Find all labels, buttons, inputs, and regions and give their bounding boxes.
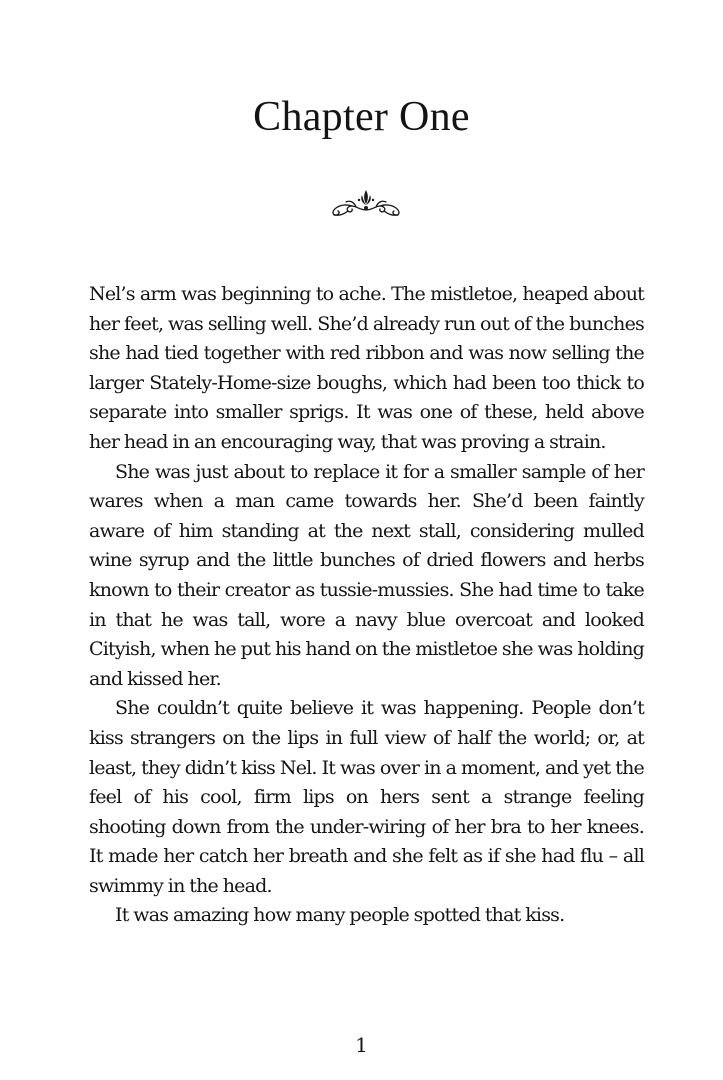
chapter-body [89, 280, 644, 931]
paragraph-1: Nel’s arm was beginning to ache. The mistletoe, heaped about her feet, was selling well. She’d already run out of the bunches she had tied together with red ribbon and was now selling the larger Stately-Home-size boughs, which had been too thick to separate into smaller sprigs. It was one of these, held above her head in an encouraging way, that was proving a strain. [89, 283, 644, 453]
chapter-title: Chapter One [253, 94, 470, 140]
paragraph-4: It was amazing how many people spotted that kiss. [115, 904, 565, 927]
paragraph-2: She was just about to replace it for a smaller sample of her wares when a man came towards her. She’d been faintly aware of him standing at the next stall, considering mulled wine syrup and the little bunches of dried flowers and herbs known to their creator as tussie-mussies. She had time to take in that he was tall, wore a navy blue overcoat and looked Cityish, when he put his hand on the mistletoe she was holding and kissed her. [89, 460, 644, 690]
paragraph-3: She couldn’t quite believe it was happening. People don’t kiss strangers on the lips in full view of half the world; or, at least, they didn’t kiss Nel. It was over in a moment, and yet the feel of his cool, firm lips on hers sent a strange feeling shooting down from the under-wiring of her bra to her knees. It made her catch her breath and she felt as if she had flu – all swimmy in the head. [89, 697, 644, 897]
page-number: 1 [355, 1033, 368, 1057]
flourish-ornament-icon [326, 186, 406, 220]
